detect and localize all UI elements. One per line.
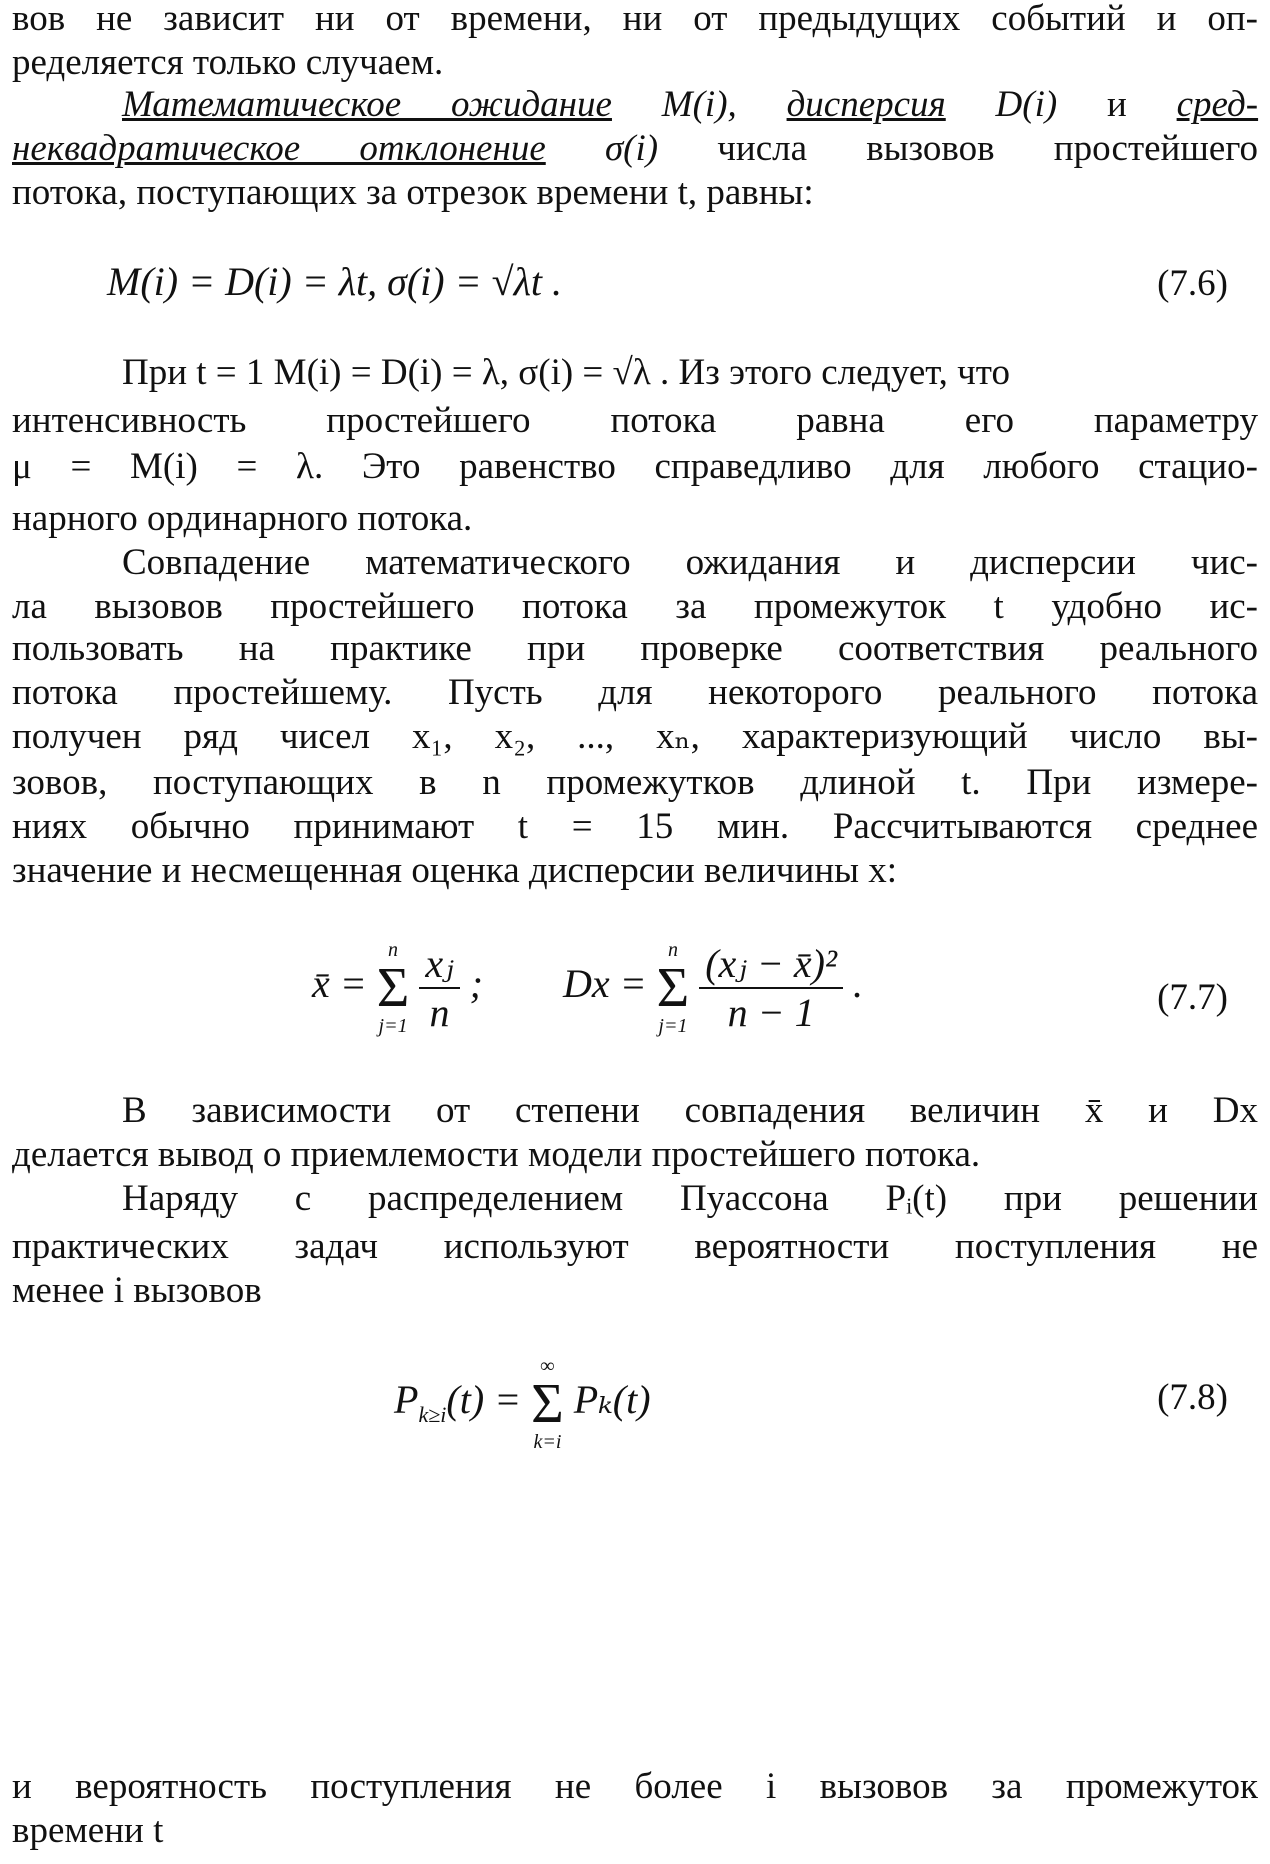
eq78-right: Pₖ(t) xyxy=(573,1377,651,1423)
sum-symbol-2 xyxy=(657,940,690,1036)
word-and: и xyxy=(1107,84,1127,125)
text-line-8: интенсивность простейшего потока равна его параметру xyxy=(12,400,1258,441)
text-line-13: пользовать на практике при проверке соответствия реального xyxy=(12,628,1258,669)
fraction-2-numerator: (xⱼ − x̄)² xyxy=(699,940,843,989)
term-dispersion: дисперсия xyxy=(786,84,946,125)
text-line-12: ла вызовов простейшего потока за промежуток t удобно ис- xyxy=(12,586,1258,627)
text-line-11: Совпадение математического ожидания и дисперсии чис- xyxy=(122,542,1258,583)
equation-number-7-7: (7.7) xyxy=(1157,977,1228,1018)
fraction-2-denominator: n − 1 xyxy=(727,990,815,1035)
text-line-26: и вероятность поступления не более i вызовов за промежуток xyxy=(12,1766,1258,1807)
text-line-3 xyxy=(12,86,1258,123)
formula-sigma-i: σ(i) xyxy=(604,128,659,169)
sigma-1: Σ xyxy=(376,957,410,1019)
equation-7-7 xyxy=(312,940,863,1036)
sum1-lower: j=1 xyxy=(378,1015,408,1037)
fraction-1-denominator: n xyxy=(429,990,450,1035)
text-line-9: μ = M(i) = λ. Это равенство справедливо для любого стацио- xyxy=(12,446,1258,487)
text-line-15: получен ряд чисел x₁, x₂, ..., xₙ, характеризующий число вы- xyxy=(12,716,1258,757)
text-line-10: нарного ординарного потока. xyxy=(12,498,473,539)
sum-symbol-1 xyxy=(377,940,410,1036)
text-line-20: В зависимости от степени совпадения величин x̄ и Dx xyxy=(122,1090,1258,1131)
text-line-2: ределяется только случаем. xyxy=(12,42,444,83)
eq77-end: . xyxy=(852,961,863,1007)
sum-symbol-3 xyxy=(531,1356,564,1452)
sum1-upper: n xyxy=(388,939,399,961)
eq78-subscript: k≥i xyxy=(418,1402,447,1428)
fraction-1 xyxy=(419,940,459,1036)
text-line-4 xyxy=(12,130,1258,167)
document-page xyxy=(12,0,1258,1864)
term-rms-end: неквадратическое отклонение xyxy=(12,128,546,169)
text-line-1: вов не зависит ни от времени, ни от предыдущих событий и оп- xyxy=(12,0,1258,39)
formula-d-i: D(i) xyxy=(995,84,1058,125)
text-line-21: делается вывод о приемлемости модели простейшего потока. xyxy=(12,1134,981,1175)
fraction-1-numerator: xⱼ xyxy=(419,940,459,989)
sigma-2: Σ xyxy=(656,957,690,1019)
equation-number-7-8: (7.8) xyxy=(1157,1377,1228,1418)
sum2-upper: n xyxy=(667,939,678,961)
eq77-left: x̄ = xyxy=(312,961,367,1007)
eq77-separator: ; xyxy=(469,961,483,1007)
sigma-3: Σ xyxy=(531,1373,564,1435)
text-line-22: Наряду с распределением Пуассона Pᵢ(t) при решении xyxy=(122,1178,1258,1219)
term-expectation: Математическое ожидание xyxy=(122,84,612,125)
eq78-p: P xyxy=(394,1377,419,1423)
equation-7-6: M(i) = D(i) = λt, σ(i) = √λt . xyxy=(107,259,562,304)
term-rms-start: сред- xyxy=(1176,84,1259,125)
text-line-5: потока, поступающих за отрезок времени t, равны: xyxy=(12,172,814,213)
text-line-18: значение и несмещенная оценка дисперсии величины x: xyxy=(12,850,898,891)
text-line-16: зовов, поступающих в n промежутков длиной t. При измере- xyxy=(12,762,1258,803)
text-line-23: практических задач используют вероятности поступления не xyxy=(12,1226,1258,1267)
text-line-4-rest: числа вызовов простейшего xyxy=(717,128,1258,169)
sum2-lower: j=1 xyxy=(658,1015,688,1037)
text-line-7: При t = 1 M(i) = D(i) = λ, σ(i) = √λ . Из этого следует, что xyxy=(122,352,1010,393)
equation-number-7-6: (7.6) xyxy=(1157,263,1228,304)
text-line-17: ниях обычно принимают t = 15 мин. Рассчитываются среднее xyxy=(12,806,1258,847)
text-line-24: менее i вызовов xyxy=(12,1270,262,1311)
equation-7-8 xyxy=(394,1356,651,1452)
formula-m-i: M(i), xyxy=(661,84,737,125)
fraction-2 xyxy=(699,940,843,1036)
eq78-arg: (t) = xyxy=(446,1377,522,1423)
sum3-lower: k=i xyxy=(533,1431,562,1453)
text-line-27: времени t xyxy=(12,1810,164,1851)
sum3-upper: ∞ xyxy=(540,1355,555,1377)
eq77-mid: Dx = xyxy=(563,961,647,1007)
text-line-14: потока простейшему. Пусть для некоторого реального потока xyxy=(12,672,1258,713)
